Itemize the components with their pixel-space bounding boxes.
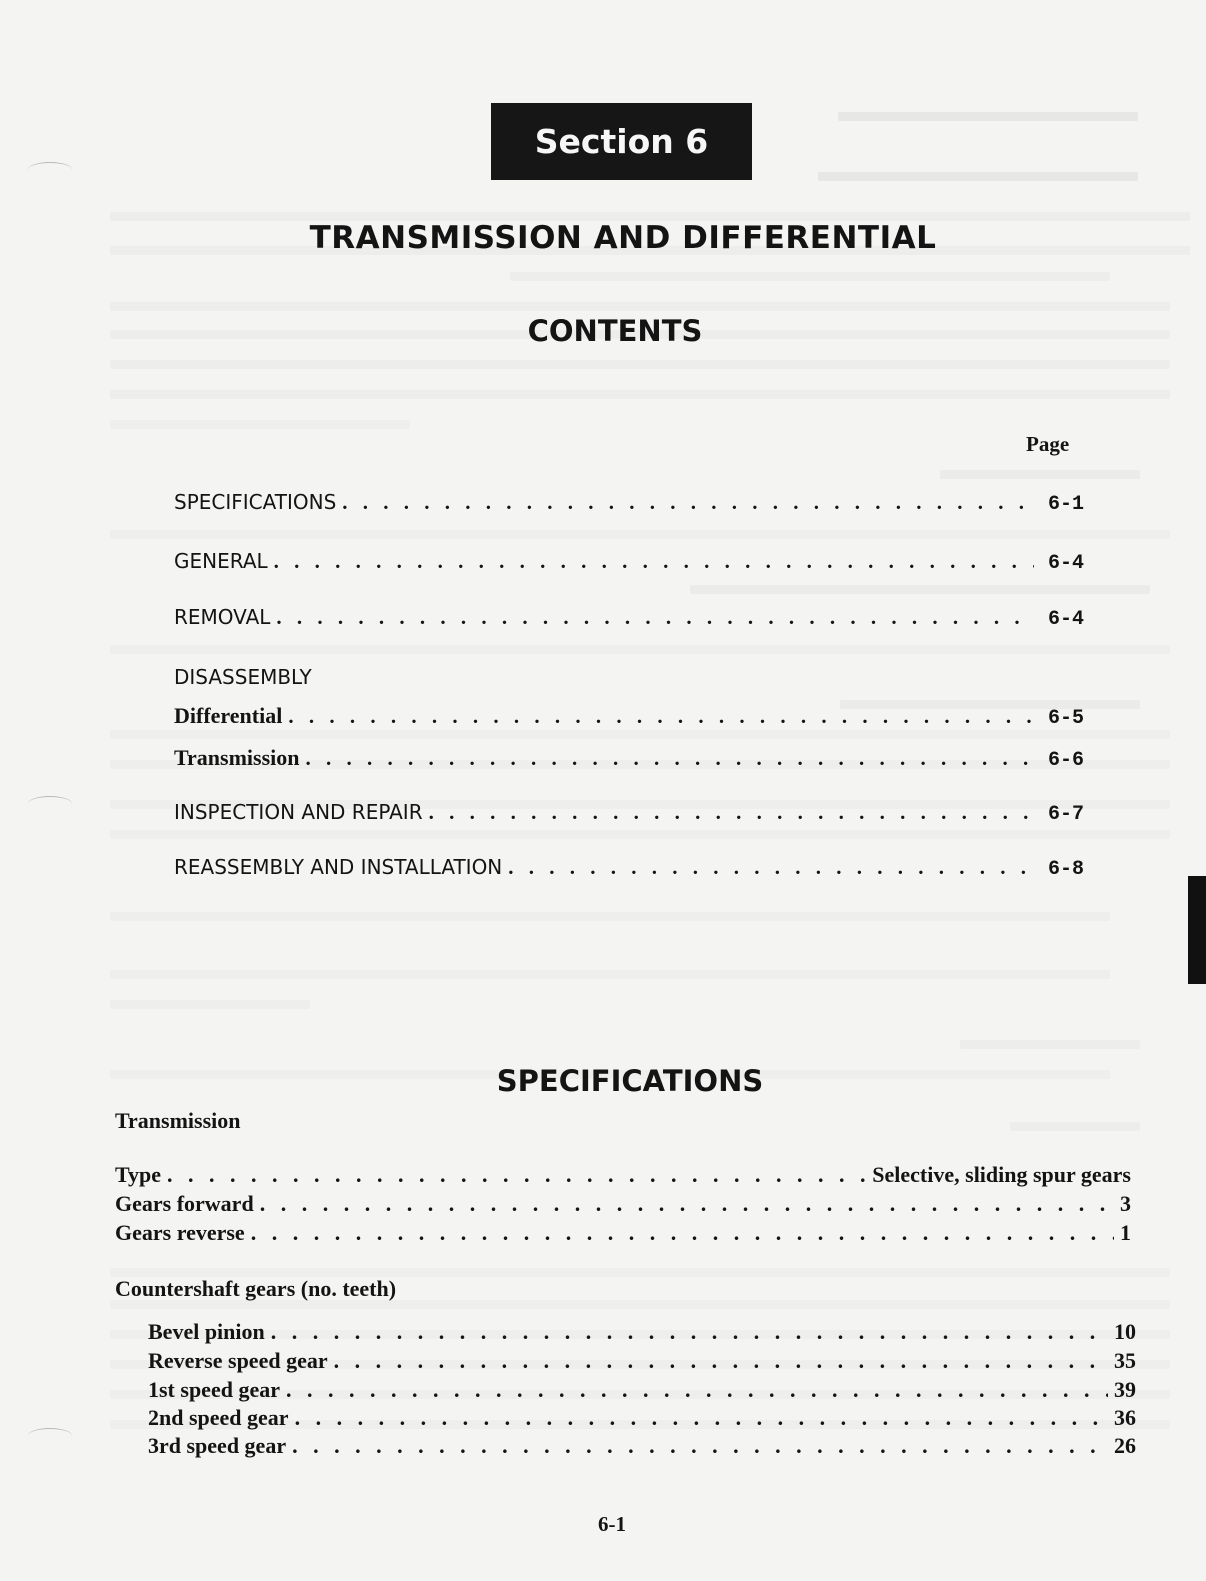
leader-dots bbox=[342, 490, 1034, 515]
toc-entry-page: 6-6 bbox=[1047, 749, 1084, 772]
spec-label: Bevel pinion bbox=[148, 1319, 265, 1344]
toc-entry-page: 6-8 bbox=[1047, 858, 1084, 881]
leader-dots bbox=[260, 1191, 1114, 1217]
spec-row-gears-reverse bbox=[115, 1220, 1131, 1248]
toc-entry-reassembly-and-installation[interactable] bbox=[174, 855, 1084, 885]
toc-entry-page: 6-5 bbox=[1047, 707, 1084, 730]
section-banner: Section 6 bbox=[491, 103, 752, 180]
toc-entry-removal[interactable] bbox=[174, 605, 1084, 635]
page-title: TRANSMISSION AND DIFFERENTIAL bbox=[309, 220, 937, 256]
countershaft-heading: Countershaft gears (no. teeth) bbox=[115, 1276, 397, 1301]
spec-value: Selective, sliding spur gears bbox=[872, 1162, 1131, 1187]
spec-value: 39 bbox=[1114, 1377, 1136, 1402]
leader-dots bbox=[288, 704, 1034, 729]
specifications-heading: SPECIFICATIONS bbox=[496, 1064, 764, 1098]
spec-label: 1st speed gear bbox=[148, 1377, 280, 1402]
toc-entry-label: INSPECTION AND REPAIR bbox=[174, 800, 423, 824]
spec-label: Gears reverse bbox=[115, 1220, 245, 1245]
toc-entry-page: 6-1 bbox=[1047, 493, 1084, 516]
page-column-label: Page bbox=[1026, 432, 1070, 456]
toc-entry-label: Transmission bbox=[174, 745, 300, 770]
margin-mark bbox=[28, 1428, 72, 1443]
toc-entry-differential[interactable] bbox=[174, 703, 1084, 733]
spec-label: Gears forward bbox=[115, 1191, 254, 1216]
spec-value: 1 bbox=[1120, 1220, 1131, 1245]
margin-mark bbox=[28, 796, 72, 811]
leader-dots bbox=[334, 1348, 1108, 1374]
spec-row-2nd-speed-gear bbox=[148, 1405, 1136, 1433]
leader-dots bbox=[429, 800, 1034, 825]
leader-dots bbox=[508, 855, 1034, 880]
spec-value: 26 bbox=[1114, 1433, 1136, 1458]
toc-entry-general[interactable] bbox=[174, 549, 1084, 579]
leader-dots bbox=[274, 549, 1034, 574]
spec-group-heading: Transmission bbox=[115, 1108, 241, 1133]
leader-dots bbox=[271, 1319, 1108, 1345]
toc-entry-page: 6-4 bbox=[1047, 552, 1084, 575]
toc-entry-page: 6-7 bbox=[1047, 803, 1084, 826]
leader-dots bbox=[167, 1162, 866, 1188]
spec-value: 10 bbox=[1114, 1319, 1136, 1344]
leader-dots bbox=[295, 1405, 1108, 1431]
spec-row-bevel-pinion bbox=[148, 1319, 1136, 1347]
contents-heading: CONTENTS bbox=[527, 314, 703, 348]
leader-dots bbox=[292, 1433, 1108, 1459]
toc-entry-transmission[interactable] bbox=[174, 745, 1084, 775]
spec-row-type bbox=[115, 1162, 1131, 1190]
spec-label: 3rd speed gear bbox=[148, 1433, 287, 1458]
toc-entry-specifications[interactable] bbox=[174, 490, 1084, 520]
spec-row-gears-forward bbox=[115, 1191, 1131, 1219]
margin-mark bbox=[28, 162, 72, 177]
spec-value: 35 bbox=[1114, 1348, 1136, 1373]
toc-entry-label: REASSEMBLY AND INSTALLATION bbox=[174, 855, 503, 879]
toc-entry-label: REMOVAL bbox=[174, 605, 271, 629]
spec-value: 3 bbox=[1120, 1191, 1131, 1216]
leader-dots bbox=[251, 1220, 1114, 1246]
toc-entry-disassembly[interactable]: DISASSEMBLY bbox=[174, 665, 312, 689]
page-number: 6-1 bbox=[598, 1512, 626, 1536]
spec-row-3rd-speed-gear bbox=[148, 1433, 1136, 1461]
toc-entry-label: SPECIFICATIONS bbox=[174, 490, 337, 514]
toc-entry-label: Differential bbox=[174, 703, 283, 728]
spec-label: 2nd speed gear bbox=[148, 1405, 289, 1430]
leader-dots bbox=[306, 746, 1034, 771]
section-edge-tab bbox=[1188, 876, 1206, 984]
spec-row-1st-speed-gear bbox=[148, 1377, 1136, 1405]
leader-dots bbox=[286, 1377, 1108, 1403]
spec-label: Reverse speed gear bbox=[148, 1348, 328, 1373]
spec-row-reverse-speed-gear bbox=[148, 1348, 1136, 1376]
leader-dots bbox=[276, 605, 1034, 630]
spec-value: 36 bbox=[1114, 1405, 1136, 1430]
toc-entry-inspection-and-repair[interactable] bbox=[174, 800, 1084, 830]
toc-entry-label: GENERAL bbox=[174, 549, 268, 573]
toc-entry-page: 6-4 bbox=[1047, 608, 1084, 631]
spec-label: Type bbox=[115, 1162, 162, 1187]
